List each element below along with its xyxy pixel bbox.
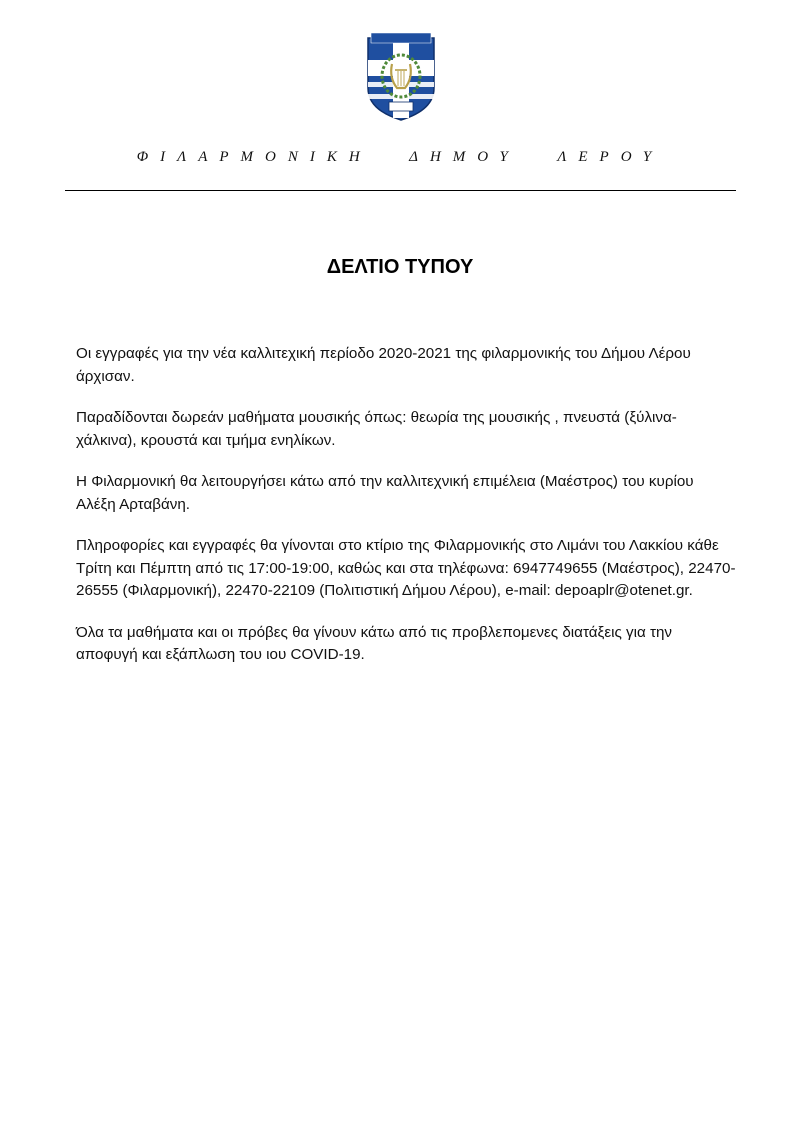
paragraph-covid-measures: Όλα τα μαθήματα και οι πρόβες θα γίνουν κάτω από τις προβλεπομενες διατάξεις για την αποφυγή και εξάπλωση του ιου COVID-19. [76,623,673,663]
header-divider [65,190,736,191]
press-release-body [76,343,736,686]
paragraph-conductor: Η Φιλαρμονική θα λειτουργήσει κάτω από την καλλιτεχνική επιμέλεια (Μαέστρος) του κυρίου Αλέξη Αρταβάνη. [76,473,694,513]
paragraph-registrations: Οι εγγραφές για την νέα καλλιτεχική περίοδο 2020-2021 της φιλαρμονικής του Δήμου Λέρου άρχισαν. [76,345,691,385]
paragraph-free-lessons: Παραδίδονται δωρεάν μαθήματα μουσικής όπως: θεωρία της μουσικής , πνευστά (ξύλινα-χάλκινα), κρουστά και τμήμα ενηλίκων. [76,409,677,449]
paragraph-contact-info: Πληροφορίες και εγγραφές θα γίνονται στο κτίριο της Φιλαρμονικής στο Λιμάνι του Λακκίου κάθε Τρίτη και Πέμπτη από τις 17:00-19:00, καθώς και στα τηλέφωνα: 6947749655 (Μαέστρος), 22470-26555 (Φιλαρμονική), 22470-22109 (Πολιτιστική Δήμου Λέρου), e-mail: depoaplr@otenet.gr. [76,537,736,599]
organization-name: ΦΙΛΑΡΜΟΝΙΚΗ ΔΗΜΟΥ ΛΕΡΟΥ [136,149,664,165]
philharmonic-crest-icon [365,30,437,122]
document-title: ΔΕΛΤΙΟ ΤΥΠΟΥ [326,256,474,278]
